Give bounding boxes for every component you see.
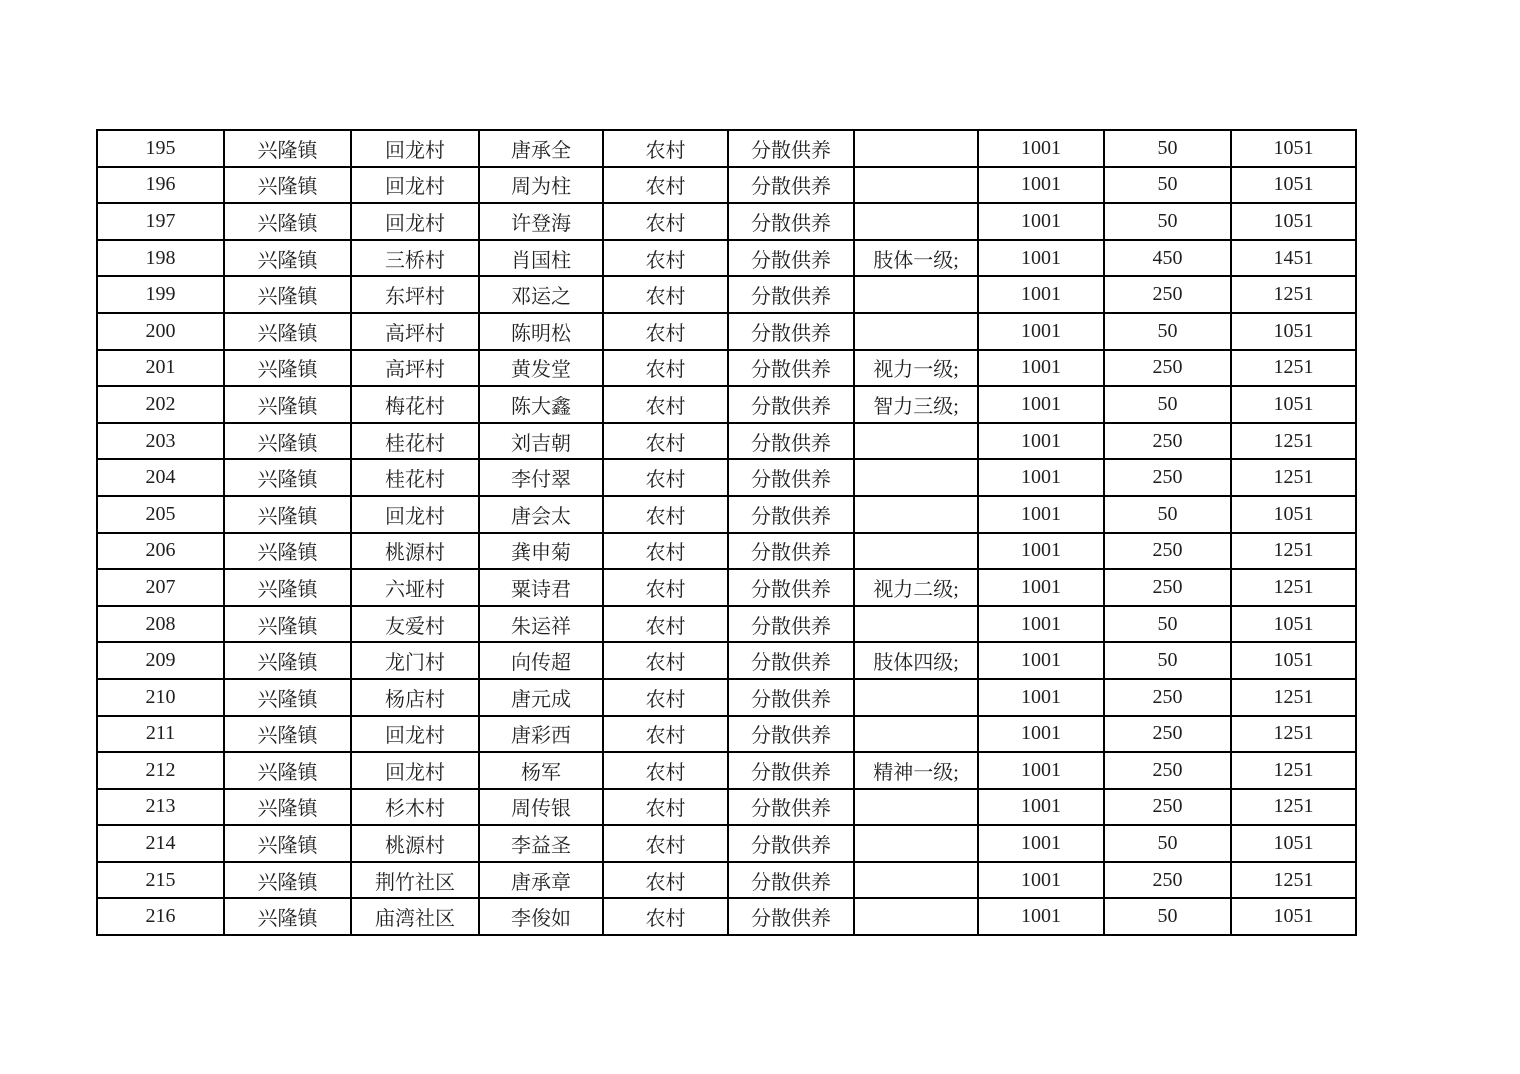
cell-base-amount: 1001 (978, 533, 1104, 570)
cell-disability-level (854, 716, 978, 753)
cell-town: 兴隆镇 (224, 459, 351, 496)
cell-category: 农村 (603, 459, 728, 496)
cell-subsidy-amount: 250 (1104, 459, 1231, 496)
cell-serial-number: 213 (97, 789, 224, 826)
cell-serial-number: 198 (97, 240, 224, 277)
cell-category: 农村 (603, 716, 728, 753)
cell-person-name: 唐会太 (479, 496, 603, 533)
cell-total-amount: 1051 (1231, 898, 1356, 935)
table-row (97, 459, 1356, 496)
table-row (97, 789, 1356, 826)
cell-serial-number: 214 (97, 825, 224, 862)
cell-category: 农村 (603, 496, 728, 533)
cell-serial-number: 197 (97, 203, 224, 240)
cell-subsidy-amount: 250 (1104, 533, 1231, 570)
cell-disability-level (854, 203, 978, 240)
cell-support-type: 分散供养 (728, 423, 854, 460)
table-row (97, 386, 1356, 423)
cell-subsidy-amount: 250 (1104, 789, 1231, 826)
cell-support-type: 分散供养 (728, 386, 854, 423)
table-row (97, 679, 1356, 716)
cell-serial-number: 195 (97, 130, 224, 167)
table-row (97, 496, 1356, 533)
cell-village: 桃源村 (351, 533, 479, 570)
cell-serial-number: 211 (97, 716, 224, 753)
cell-subsidy-amount: 250 (1104, 423, 1231, 460)
cell-person-name: 李付翠 (479, 459, 603, 496)
cell-subsidy-amount: 50 (1104, 167, 1231, 204)
cell-subsidy-amount: 50 (1104, 130, 1231, 167)
cell-serial-number: 199 (97, 276, 224, 313)
cell-village: 回龙村 (351, 716, 479, 753)
cell-town: 兴隆镇 (224, 130, 351, 167)
cell-disability-level (854, 423, 978, 460)
cell-disability-level: 肢体四级; (854, 642, 978, 679)
cell-category: 农村 (603, 752, 728, 789)
cell-base-amount: 1001 (978, 459, 1104, 496)
cell-disability-level: 视力二级; (854, 569, 978, 606)
cell-category: 农村 (603, 167, 728, 204)
cell-support-type: 分散供养 (728, 496, 854, 533)
cell-base-amount: 1001 (978, 386, 1104, 423)
cell-disability-level: 精神一级; (854, 752, 978, 789)
cell-subsidy-amount: 250 (1104, 716, 1231, 753)
cell-total-amount: 1051 (1231, 386, 1356, 423)
cell-town: 兴隆镇 (224, 642, 351, 679)
cell-disability-level (854, 606, 978, 643)
cell-base-amount: 1001 (978, 642, 1104, 679)
cell-support-type: 分散供养 (728, 898, 854, 935)
cell-village: 桂花村 (351, 423, 479, 460)
cell-category: 农村 (603, 606, 728, 643)
cell-base-amount: 1001 (978, 898, 1104, 935)
cell-serial-number: 209 (97, 642, 224, 679)
cell-total-amount: 1251 (1231, 569, 1356, 606)
cell-person-name: 周传银 (479, 789, 603, 826)
cell-village: 桃源村 (351, 825, 479, 862)
cell-support-type: 分散供养 (728, 752, 854, 789)
cell-total-amount: 1051 (1231, 203, 1356, 240)
cell-subsidy-amount: 50 (1104, 496, 1231, 533)
cell-base-amount: 1001 (978, 789, 1104, 826)
cell-subsidy-amount: 50 (1104, 313, 1231, 350)
cell-town: 兴隆镇 (224, 825, 351, 862)
cell-person-name: 唐承章 (479, 862, 603, 899)
cell-total-amount: 1251 (1231, 716, 1356, 753)
cell-total-amount: 1251 (1231, 862, 1356, 899)
cell-category: 农村 (603, 569, 728, 606)
cell-village: 高坪村 (351, 350, 479, 387)
cell-category: 农村 (603, 240, 728, 277)
cell-person-name: 周为柱 (479, 167, 603, 204)
cell-person-name: 陈明松 (479, 313, 603, 350)
cell-village: 高坪村 (351, 313, 479, 350)
table-row (97, 606, 1356, 643)
cell-serial-number: 201 (97, 350, 224, 387)
cell-total-amount: 1451 (1231, 240, 1356, 277)
cell-total-amount: 1251 (1231, 350, 1356, 387)
cell-support-type: 分散供养 (728, 606, 854, 643)
cell-support-type: 分散供养 (728, 167, 854, 204)
cell-subsidy-amount: 250 (1104, 350, 1231, 387)
cell-village: 回龙村 (351, 130, 479, 167)
cell-total-amount: 1051 (1231, 496, 1356, 533)
cell-person-name: 向传超 (479, 642, 603, 679)
table-row (97, 862, 1356, 899)
cell-category: 农村 (603, 350, 728, 387)
cell-support-type: 分散供养 (728, 569, 854, 606)
cell-person-name: 粟诗君 (479, 569, 603, 606)
cell-town: 兴隆镇 (224, 606, 351, 643)
cell-total-amount: 1051 (1231, 313, 1356, 350)
cell-total-amount: 1051 (1231, 130, 1356, 167)
cell-base-amount: 1001 (978, 423, 1104, 460)
cell-support-type: 分散供养 (728, 679, 854, 716)
cell-total-amount: 1051 (1231, 825, 1356, 862)
cell-serial-number: 207 (97, 569, 224, 606)
cell-village: 梅花村 (351, 386, 479, 423)
table-row (97, 825, 1356, 862)
cell-category: 农村 (603, 276, 728, 313)
table-row (97, 642, 1356, 679)
table-row (97, 203, 1356, 240)
cell-person-name: 龚申菊 (479, 533, 603, 570)
cell-village: 回龙村 (351, 203, 479, 240)
cell-subsidy-amount: 250 (1104, 276, 1231, 313)
cell-disability-level (854, 898, 978, 935)
cell-base-amount: 1001 (978, 203, 1104, 240)
cell-disability-level (854, 496, 978, 533)
cell-category: 农村 (603, 898, 728, 935)
cell-person-name: 朱运祥 (479, 606, 603, 643)
cell-base-amount: 1001 (978, 350, 1104, 387)
cell-disability-level: 智力三级; (854, 386, 978, 423)
cell-town: 兴隆镇 (224, 898, 351, 935)
table-row (97, 313, 1356, 350)
cell-village: 三桥村 (351, 240, 479, 277)
cell-disability-level (854, 313, 978, 350)
cell-town: 兴隆镇 (224, 276, 351, 313)
table-row (97, 569, 1356, 606)
cell-disability-level (854, 276, 978, 313)
cell-village: 回龙村 (351, 752, 479, 789)
cell-disability-level: 视力一级; (854, 350, 978, 387)
cell-category: 农村 (603, 679, 728, 716)
cell-total-amount: 1251 (1231, 423, 1356, 460)
cell-village: 荆竹社区 (351, 862, 479, 899)
cell-serial-number: 215 (97, 862, 224, 899)
cell-serial-number: 210 (97, 679, 224, 716)
cell-serial-number: 202 (97, 386, 224, 423)
cell-subsidy-amount: 50 (1104, 898, 1231, 935)
cell-town: 兴隆镇 (224, 423, 351, 460)
cell-town: 兴隆镇 (224, 203, 351, 240)
cell-subsidy-amount: 50 (1104, 825, 1231, 862)
cell-base-amount: 1001 (978, 240, 1104, 277)
cell-serial-number: 200 (97, 313, 224, 350)
cell-town: 兴隆镇 (224, 533, 351, 570)
cell-serial-number: 212 (97, 752, 224, 789)
benefits-table (96, 129, 1357, 936)
table-row (97, 423, 1356, 460)
cell-support-type: 分散供养 (728, 533, 854, 570)
cell-support-type: 分散供养 (728, 240, 854, 277)
cell-support-type: 分散供养 (728, 789, 854, 826)
cell-total-amount: 1051 (1231, 642, 1356, 679)
cell-total-amount: 1251 (1231, 533, 1356, 570)
cell-support-type: 分散供养 (728, 350, 854, 387)
cell-total-amount: 1051 (1231, 606, 1356, 643)
cell-base-amount: 1001 (978, 313, 1104, 350)
cell-support-type: 分散供养 (728, 862, 854, 899)
table-row (97, 130, 1356, 167)
cell-village: 庙湾社区 (351, 898, 479, 935)
cell-base-amount: 1001 (978, 825, 1104, 862)
cell-town: 兴隆镇 (224, 569, 351, 606)
cell-serial-number: 204 (97, 459, 224, 496)
cell-total-amount: 1251 (1231, 679, 1356, 716)
cell-disability-level (854, 825, 978, 862)
cell-subsidy-amount: 450 (1104, 240, 1231, 277)
cell-base-amount: 1001 (978, 276, 1104, 313)
cell-base-amount: 1001 (978, 716, 1104, 753)
cell-person-name: 李益圣 (479, 825, 603, 862)
cell-category: 农村 (603, 789, 728, 826)
cell-village: 龙门村 (351, 642, 479, 679)
cell-category: 农村 (603, 386, 728, 423)
cell-disability-level (854, 862, 978, 899)
cell-village: 杉木村 (351, 789, 479, 826)
cell-village: 友爱村 (351, 606, 479, 643)
cell-total-amount: 1251 (1231, 789, 1356, 826)
cell-serial-number: 205 (97, 496, 224, 533)
cell-category: 农村 (603, 313, 728, 350)
cell-subsidy-amount: 50 (1104, 606, 1231, 643)
cell-serial-number: 216 (97, 898, 224, 935)
cell-village: 东坪村 (351, 276, 479, 313)
cell-person-name: 唐元成 (479, 679, 603, 716)
cell-serial-number: 206 (97, 533, 224, 570)
cell-base-amount: 1001 (978, 167, 1104, 204)
cell-subsidy-amount: 250 (1104, 679, 1231, 716)
cell-disability-level (854, 533, 978, 570)
cell-category: 农村 (603, 423, 728, 460)
table-row (97, 898, 1356, 935)
cell-person-name: 邓运之 (479, 276, 603, 313)
table-row (97, 167, 1356, 204)
cell-disability-level (854, 130, 978, 167)
cell-subsidy-amount: 250 (1104, 862, 1231, 899)
cell-disability-level (854, 679, 978, 716)
cell-base-amount: 1001 (978, 569, 1104, 606)
cell-base-amount: 1001 (978, 606, 1104, 643)
cell-category: 农村 (603, 533, 728, 570)
cell-town: 兴隆镇 (224, 386, 351, 423)
cell-category: 农村 (603, 642, 728, 679)
cell-category: 农村 (603, 203, 728, 240)
cell-base-amount: 1001 (978, 752, 1104, 789)
table-row (97, 350, 1356, 387)
cell-village: 桂花村 (351, 459, 479, 496)
cell-total-amount: 1251 (1231, 459, 1356, 496)
cell-town: 兴隆镇 (224, 716, 351, 753)
cell-person-name: 唐彩西 (479, 716, 603, 753)
cell-village: 回龙村 (351, 167, 479, 204)
cell-total-amount: 1251 (1231, 276, 1356, 313)
cell-town: 兴隆镇 (224, 789, 351, 826)
cell-village: 回龙村 (351, 496, 479, 533)
cell-base-amount: 1001 (978, 496, 1104, 533)
cell-support-type: 分散供养 (728, 130, 854, 167)
cell-town: 兴隆镇 (224, 167, 351, 204)
cell-total-amount: 1051 (1231, 167, 1356, 204)
cell-person-name: 刘吉朝 (479, 423, 603, 460)
cell-subsidy-amount: 50 (1104, 642, 1231, 679)
cell-disability-level (854, 789, 978, 826)
cell-subsidy-amount: 50 (1104, 203, 1231, 240)
cell-person-name: 许登海 (479, 203, 603, 240)
cell-person-name: 陈大鑫 (479, 386, 603, 423)
cell-base-amount: 1001 (978, 679, 1104, 716)
cell-support-type: 分散供养 (728, 642, 854, 679)
cell-total-amount: 1251 (1231, 752, 1356, 789)
cell-subsidy-amount: 250 (1104, 569, 1231, 606)
cell-support-type: 分散供养 (728, 313, 854, 350)
cell-category: 农村 (603, 825, 728, 862)
cell-disability-level (854, 167, 978, 204)
cell-category: 农村 (603, 130, 728, 167)
cell-subsidy-amount: 50 (1104, 386, 1231, 423)
cell-support-type: 分散供养 (728, 276, 854, 313)
cell-person-name: 李俊如 (479, 898, 603, 935)
table-row (97, 716, 1356, 753)
cell-disability-level (854, 459, 978, 496)
cell-town: 兴隆镇 (224, 862, 351, 899)
cell-category: 农村 (603, 862, 728, 899)
table-row (97, 240, 1356, 277)
cell-subsidy-amount: 250 (1104, 752, 1231, 789)
cell-person-name: 杨军 (479, 752, 603, 789)
cell-town: 兴隆镇 (224, 350, 351, 387)
cell-town: 兴隆镇 (224, 679, 351, 716)
cell-town: 兴隆镇 (224, 240, 351, 277)
cell-support-type: 分散供养 (728, 459, 854, 496)
cell-base-amount: 1001 (978, 130, 1104, 167)
cell-person-name: 肖国柱 (479, 240, 603, 277)
cell-serial-number: 196 (97, 167, 224, 204)
cell-serial-number: 203 (97, 423, 224, 460)
cell-town: 兴隆镇 (224, 313, 351, 350)
cell-town: 兴隆镇 (224, 752, 351, 789)
cell-person-name: 黄发堂 (479, 350, 603, 387)
cell-support-type: 分散供养 (728, 203, 854, 240)
table-body (97, 130, 1356, 935)
cell-person-name: 唐承全 (479, 130, 603, 167)
table-row (97, 752, 1356, 789)
cell-support-type: 分散供养 (728, 716, 854, 753)
table-row (97, 276, 1356, 313)
cell-support-type: 分散供养 (728, 825, 854, 862)
cell-village: 杨店村 (351, 679, 479, 716)
cell-serial-number: 208 (97, 606, 224, 643)
cell-base-amount: 1001 (978, 862, 1104, 899)
cell-disability-level: 肢体一级; (854, 240, 978, 277)
cell-town: 兴隆镇 (224, 496, 351, 533)
table-row (97, 533, 1356, 570)
cell-village: 六垭村 (351, 569, 479, 606)
